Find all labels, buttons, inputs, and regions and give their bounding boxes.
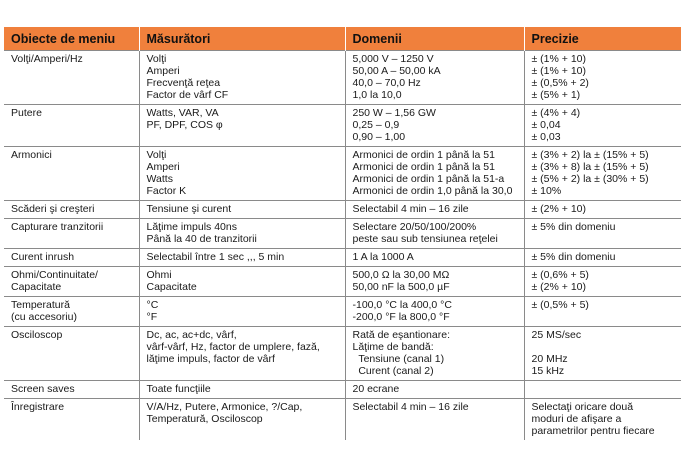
cell-line: Temperatură, Osciloscop	[146, 413, 263, 425]
cell-line: parametrilor pentru fiecare	[531, 425, 655, 437]
menu-item-cell	[4, 105, 139, 147]
ranges-cell	[345, 297, 524, 327]
cell-line: Selectabil 4 min – 16 zile	[352, 401, 469, 413]
cell-line: °F	[146, 311, 158, 323]
cell-line: vârf-vârf, Hz, factor de umplere, fază,	[146, 341, 320, 353]
cell-line: 50,00 A – 50,00 kA	[352, 65, 441, 77]
cell-line: ± (5% + 1)	[531, 89, 581, 101]
specs-table	[4, 27, 681, 440]
accuracy-cell	[524, 249, 681, 267]
cell-line: Factor K	[146, 185, 187, 197]
cell-line: 50,00 nF la 500,0 µF	[352, 281, 450, 293]
header-measurements: Măsurători	[139, 27, 345, 51]
cell-line: 0,90 – 1,00	[352, 131, 406, 143]
cell-line: PF, DPF, COS φ	[146, 119, 223, 131]
menu-item-cell	[4, 147, 139, 201]
accuracy-cell	[524, 267, 681, 297]
cell-line: Volţi/Amperi/Hz	[11, 53, 83, 65]
table-row	[4, 105, 681, 147]
cell-line: Curent (canal 2)	[352, 365, 434, 377]
cell-line: ± (2% + 10)	[531, 281, 586, 293]
table-row	[4, 201, 681, 219]
cell-line: ± 0,03	[531, 131, 561, 143]
cell-line: lăţime impuls, factor de vârf	[146, 353, 275, 365]
cell-line: Tensiune (canal 1)	[352, 353, 445, 365]
table-body	[4, 51, 681, 441]
header-accuracy: Precizie	[524, 27, 681, 51]
cell-line: Temperatură	[11, 299, 70, 311]
cell-line: ± (0,5% + 2)	[531, 77, 589, 89]
cell-line: Scăderi şi creşteri	[11, 203, 95, 215]
cell-line: Dc, ac, ac+dc, vârf,	[146, 329, 237, 341]
cell-line: V/A/Hz, Putere, Armonice, ?/Cap,	[146, 401, 303, 413]
cell-line: Selectabil 4 min – 16 zile	[352, 203, 469, 215]
cell-line: ± 5% din domeniu	[531, 251, 616, 263]
cell-line: Selectaţi oricare două	[531, 401, 634, 413]
measurements-cell	[139, 219, 345, 249]
ranges-cell	[345, 381, 524, 399]
cell-line: Ohmi	[146, 269, 172, 281]
menu-item-cell	[4, 297, 139, 327]
cell-line: Osciloscop	[11, 329, 63, 341]
cell-line: Rată de eşantionare:	[352, 329, 450, 341]
cell-line: Capturare tranzitorii	[11, 221, 104, 233]
cell-line: ± 5% din domeniu	[531, 221, 616, 233]
table-row	[4, 147, 681, 201]
cell-line: Lăţime de bandă:	[352, 341, 434, 353]
cell-line: 25 MS/sec	[531, 329, 582, 341]
cell-line: Armonici de ordin 1,0 până la 30,0	[352, 185, 513, 197]
table-row	[4, 219, 681, 249]
menu-item-cell	[4, 381, 139, 399]
cell-line: 1,0 la 10,0	[352, 89, 402, 101]
measurements-cell	[139, 105, 345, 147]
menu-item-cell	[4, 201, 139, 219]
cell-line: Armonici de ordin 1 până la 51-a	[352, 173, 505, 185]
cell-line: Amperi	[146, 65, 180, 77]
ranges-cell	[345, 249, 524, 267]
cell-line: Frecvenţă reţea	[146, 77, 221, 89]
cell-line: 1 A la 1000 A	[352, 251, 414, 263]
accuracy-cell	[524, 381, 681, 399]
cell-line: Armonici	[11, 149, 52, 161]
cell-line: Putere	[11, 107, 42, 119]
cell-line: ± (3% + 2) la ± (15% + 5)	[531, 149, 649, 161]
table-row	[4, 267, 681, 297]
cell-line: ± (2% + 10)	[531, 203, 586, 215]
cell-line: Curent inrush	[11, 251, 75, 263]
ranges-cell	[345, 327, 524, 381]
cell-line: 20 MHz	[531, 353, 568, 365]
cell-line: Factor de vârf CF	[146, 89, 229, 101]
table-row	[4, 297, 681, 327]
accuracy-cell	[524, 105, 681, 147]
measurements-cell	[139, 399, 345, 441]
cell-line: Armonici de ordin 1 până la 51	[352, 161, 495, 173]
table-row	[4, 381, 681, 399]
cell-line: Selectare 20/50/100/200%	[352, 221, 477, 233]
cell-line: °C	[146, 299, 159, 311]
measurements-cell	[139, 267, 345, 297]
table-row	[4, 249, 681, 267]
measurements-cell	[139, 147, 345, 201]
table-row	[4, 51, 681, 105]
cell-line: 500,0 Ω la 30,00 MΩ	[352, 269, 450, 281]
cell-line: Volţi	[146, 149, 167, 161]
menu-item-cell	[4, 51, 139, 105]
accuracy-cell	[524, 201, 681, 219]
cell-line: Lăţime impuls 40ns	[146, 221, 237, 233]
ranges-cell	[345, 399, 524, 441]
cell-line: -100,0 °C la 400,0 °C	[352, 299, 452, 311]
cell-line: 5,000 V – 1250 V	[352, 53, 434, 65]
measurements-cell	[139, 381, 345, 399]
accuracy-cell	[524, 51, 681, 105]
cell-line: ± (4% + 4)	[531, 107, 581, 119]
cell-line: Ohmi/Continuitate/	[11, 269, 98, 281]
cell-line	[532, 341, 677, 353]
cell-line: Watts, VAR, VA	[146, 107, 219, 119]
cell-line: moduri de afişare a	[531, 413, 622, 425]
accuracy-cell	[524, 399, 681, 441]
measurements-cell	[139, 249, 345, 267]
cell-line: Volţi	[146, 53, 167, 65]
cell-line: Capacitate	[146, 281, 197, 293]
ranges-cell	[345, 147, 524, 201]
table-row	[4, 399, 681, 441]
accuracy-cell	[524, 327, 681, 381]
cell-line: 0,25 – 0,9	[352, 119, 400, 131]
cell-line: 20 ecrane	[352, 383, 400, 395]
cell-line: peste sau sub tensiunea reţelei	[352, 233, 498, 245]
menu-item-cell	[4, 219, 139, 249]
cell-line: Armonici de ordin 1 până la 51	[352, 149, 495, 161]
cell-line: ± (3% + 8) la ± (15% + 5)	[531, 161, 649, 173]
measurements-cell	[139, 297, 345, 327]
cell-line: 15 kHz	[531, 365, 565, 377]
accuracy-cell	[524, 147, 681, 201]
cell-line: ± (5% + 2) la ± (30% + 5)	[531, 173, 649, 185]
header-menu-items: Obiecte de meniu	[4, 27, 139, 51]
cell-line: Capacitate	[11, 281, 62, 293]
menu-item-cell	[4, 327, 139, 381]
cell-line: Selectabil între 1 sec ,,, 5 min	[146, 251, 285, 263]
cell-line: -200,0 °F la 800,0 °F	[352, 311, 450, 323]
measurements-cell	[139, 327, 345, 381]
header-ranges: Domenii	[345, 27, 524, 51]
menu-item-cell	[4, 249, 139, 267]
ranges-cell	[345, 105, 524, 147]
ranges-cell	[345, 219, 524, 249]
cell-line: Tensiune şi curent	[146, 203, 232, 215]
ranges-cell	[345, 201, 524, 219]
cell-line: Până la 40 de tranzitorii	[146, 233, 257, 245]
cell-line: ± 10%	[531, 185, 562, 197]
cell-line: ± (0,6% + 5)	[531, 269, 589, 281]
header-row	[4, 27, 681, 51]
cell-line: Toate funcţiile	[146, 383, 211, 395]
cell-line: Watts	[146, 173, 173, 185]
ranges-cell	[345, 51, 524, 105]
cell-line: ± (1% + 10)	[531, 53, 586, 65]
accuracy-cell	[524, 297, 681, 327]
measurements-cell	[139, 201, 345, 219]
cell-line: ± (0,5% + 5)	[531, 299, 589, 311]
cell-line: ± 0,04	[531, 119, 561, 131]
cell-line: Înregistrare	[11, 401, 65, 413]
cell-line: ± (1% + 10)	[531, 65, 586, 77]
cell-line: (cu accesoriu)	[11, 311, 77, 323]
table-row	[4, 327, 681, 381]
cell-line: Screen saves	[11, 383, 75, 395]
menu-item-cell	[4, 267, 139, 297]
cell-line: 250 W – 1,56 GW	[352, 107, 436, 119]
menu-item-cell	[4, 399, 139, 441]
ranges-cell	[345, 267, 524, 297]
accuracy-cell	[524, 219, 681, 249]
cell-line: Amperi	[146, 161, 180, 173]
measurements-cell	[139, 51, 345, 105]
cell-line: 40,0 – 70,0 Hz	[352, 77, 421, 89]
